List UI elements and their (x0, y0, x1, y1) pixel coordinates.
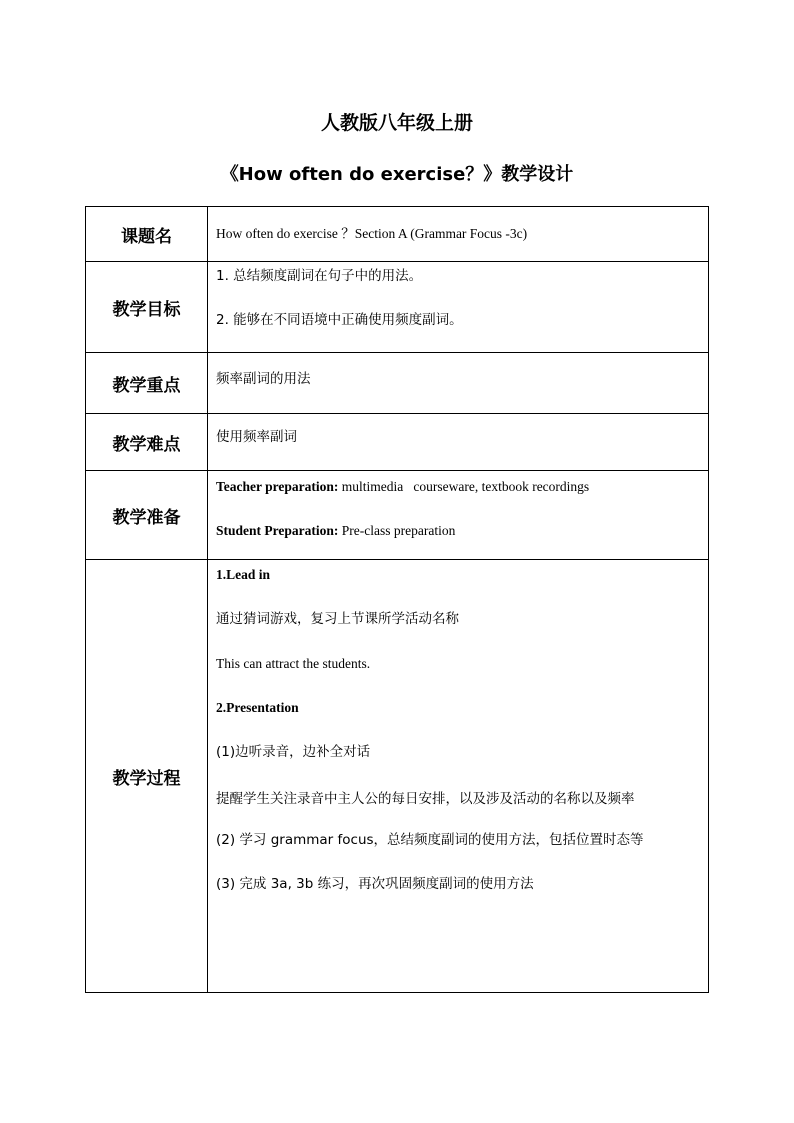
objective-item-2: 2. 能够在不同语境中正确使用频度副词。 (216, 312, 463, 328)
topic-cell (208, 207, 709, 262)
lesson-plan-table (85, 206, 709, 993)
presentation-step-2: (2) 学习 grammar focus，总结频度副词的使用方法，包括位置时态等 (216, 832, 644, 848)
teacher-preparation (216, 477, 702, 497)
objective-item-1: 1. 总结频度副词在句子中的用法。 (216, 268, 423, 284)
presentation-step-1-note: 提醒学生关注录音中主人公的每日安排，以及涉及活动的名称以及频率 (216, 791, 635, 807)
row-label-process: 教学过程 (86, 560, 208, 993)
lead-in-heading: 1.Lead in (216, 567, 271, 582)
row-label-preparation: 教学准备 (86, 471, 208, 560)
row-label-objectives: 教学目标 (86, 262, 208, 353)
key-points-value: 频率副词的用法 (216, 371, 311, 387)
difficulties-value: 使用频率副词 (216, 429, 297, 445)
row-label-topic: 课题名 (86, 207, 208, 262)
lead-in-note: This can attract the students. (216, 656, 371, 671)
teacher-preparation-label: Teacher preparation: (216, 479, 339, 494)
lead-in-text: 通过猜词游戏，复习上节课所学活动名称 (216, 611, 459, 627)
table-row-objectives (86, 262, 709, 353)
table-row-process (86, 560, 709, 993)
topic-value: How often do exercise ？Section A (Grammar Focus -3c) (216, 226, 528, 241)
document-subtitle: 《How often do exercise？》教学设计 (220, 164, 574, 185)
row-label-difficulties: 教学难点 (86, 414, 208, 471)
student-preparation-label: Student Preparation: (216, 523, 339, 538)
student-preparation (216, 521, 702, 541)
difficulties-cell (208, 414, 709, 471)
table-row-difficulties (86, 414, 709, 471)
presentation-step-1: (1)边听录音，边补全对话 (216, 744, 371, 760)
presentation-step-3: (3) 完成 3a, 3b 练习，再次巩固频度副词的使用方法 (216, 876, 534, 892)
table-row-preparation (86, 471, 709, 560)
student-preparation-value: Pre-class preparation (341, 523, 456, 538)
key-points-cell (208, 353, 709, 414)
table-row-key-points (86, 353, 709, 414)
process-cell (208, 560, 709, 993)
table-row-topic (86, 207, 709, 262)
preparation-cell (208, 471, 709, 560)
document-title: 人教版八年级上册 (320, 112, 473, 134)
row-label-key-points: 教学重点 (86, 353, 208, 414)
objectives-cell (208, 262, 709, 353)
teacher-preparation-value: multimedia courseware, textbook recordings (341, 479, 590, 494)
presentation-heading: 2.Presentation (216, 700, 299, 715)
